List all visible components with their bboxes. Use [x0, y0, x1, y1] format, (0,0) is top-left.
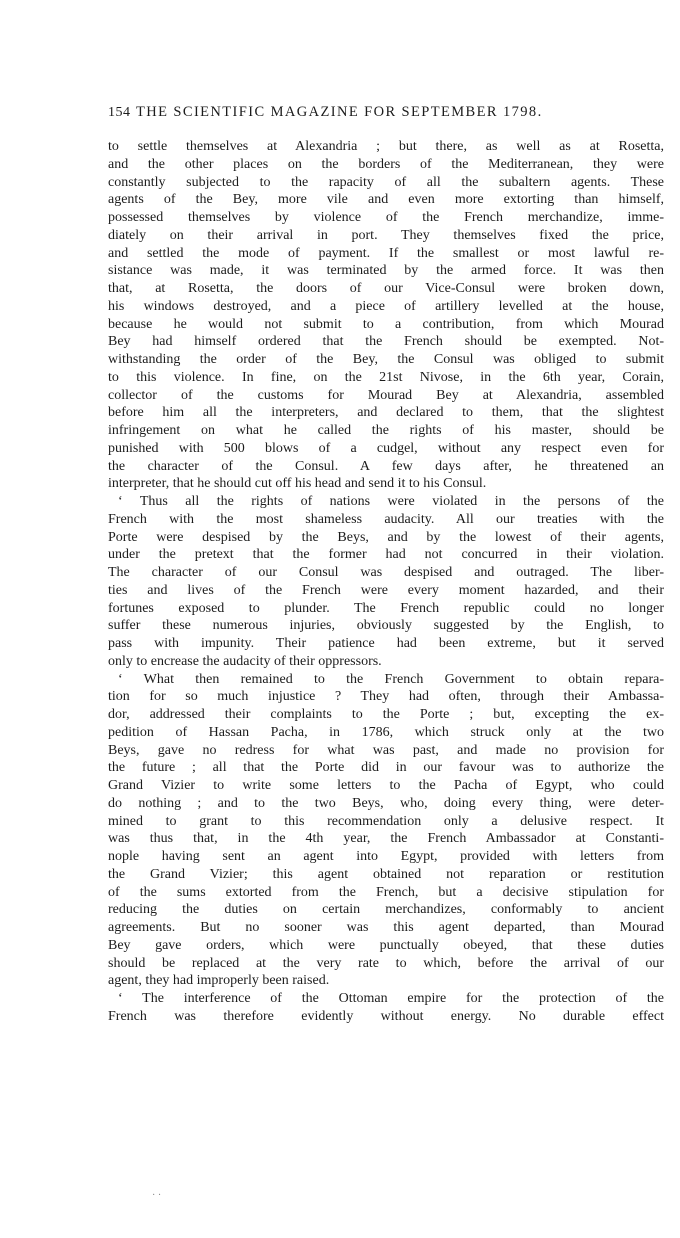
text-line: to settle themselves at Alexandria ; but there, as well as at Rosetta,	[108, 139, 664, 154]
text-line: the character of the Consul. A few days after, he threatened an	[108, 458, 664, 474]
page-header	[108, 104, 664, 126]
text-line: fortunes exposed to plunder. The French republic could no longer	[108, 600, 664, 616]
text-line: Beys, gave no redress for what was past, and made no provision for	[108, 742, 664, 758]
body-text	[108, 138, 664, 1026]
text-line: ‘ The interference of the Ottoman empire for the protection of the	[118, 991, 664, 1006]
text-line: and the other places on the borders of the Mediterranean, they were	[108, 156, 664, 172]
text-line: reducing the duties on certain merchandizes, conformably to ancient	[108, 902, 664, 918]
text-line: of the sums extorted from the French, but a decisive stipulation for	[108, 884, 664, 900]
page-number: 154	[108, 105, 131, 120]
text-line: suffer these numerous injuries, obviously suggested by the English, to	[108, 618, 664, 634]
text-line: Bey had himself ordered that the French should be exempted. Not-	[108, 334, 664, 350]
text-line: interpreter, that he should cut off his head and send it to his Consul.	[108, 476, 487, 492]
text-line: the future ; all that the Porte did in our favour was to authorize the	[108, 760, 664, 776]
text-line: only to encrease the audacity of their oppressors.	[108, 653, 382, 669]
text-line: Bey gave orders, which were punctually obeyed, that these duties	[108, 937, 664, 953]
text-line: was thus that, in the 4th year, the French Ambassador at Constanti-	[108, 831, 664, 847]
text-line: pedition of Hassan Pacha, in 1786, which struck only at the two	[108, 724, 664, 740]
text-line: withstanding the order of the Bey, the Consul was obliged to submit	[108, 352, 664, 367]
text-line: agents of the Bey, more vile and even more extorting than himself,	[108, 192, 664, 208]
text-line: under the pretext that the former had not concurred in their violation.	[108, 547, 664, 563]
text-line: French was therefore evidently without energy. No durable effect	[108, 1008, 664, 1024]
text-line: mined to grant to this recommendation only a delusive respect. It	[108, 813, 664, 829]
text-line: ‘ What then remained to the French Government to obtain repara-	[118, 671, 664, 687]
text-line: constantly subjected to the rapacity of all the subaltern agents. These	[108, 174, 664, 190]
text-line: do nothing ; and to the two Beys, who, doing every thing, were deter-	[108, 795, 664, 811]
text-line: should be replaced at the very rate to which, before the arrival of our	[108, 955, 664, 971]
text-line: before him all the interpreters, and declared to them, that the slightest	[108, 405, 664, 421]
text-line: diately on their arrival in port. They themselves fixed the price,	[108, 227, 664, 243]
print-speck: · ·	[152, 1190, 162, 1201]
text-line: agent, they had improperly been raised.	[108, 973, 330, 989]
text-line: The character of our Consul was despised and outraged. The liber-	[108, 565, 664, 580]
text-line: ties and lives of the French were every moment hazarded, and their	[108, 582, 664, 598]
text-line: Grand Vizier to write some letters to the Pacha of Egypt, who could	[108, 778, 664, 793]
text-line: infringement on what he called the rights of his master, should be	[108, 423, 664, 438]
text-line: agreements. But no sooner was this agent departed, than Mourad	[108, 920, 664, 935]
text-line: Porte were despised by the Beys, and by the lowest of their agents,	[108, 529, 664, 545]
document-page	[108, 104, 664, 1026]
text-line: ‘ Thus all the rights of nations were violated in the persons of the	[118, 494, 664, 509]
text-line: dor, addressed their complaints to the Porte ; but, excepting the ex-	[108, 707, 664, 722]
text-line: punished with 500 blows of a cudgel, without any respect even for	[108, 440, 664, 456]
text-line: tion for so much injustice ? They had often, through their Ambassa-	[108, 689, 664, 705]
text-line: the Grand Vizier; this agent obtained not reparation or restitution	[108, 866, 664, 882]
text-line: possessed themselves by violence of the French merchandize, imme-	[108, 210, 664, 225]
text-line: because he would not submit to a contribution, from which Mourad	[108, 316, 664, 332]
text-line: nople having sent an agent into Egypt, provided with letters from	[108, 849, 664, 864]
running-head: THE SCIENTIFIC MAGAZINE FOR SEPTEMBER 1798.	[136, 104, 543, 120]
text-line: and settled the mode of payment. If the smallest or most lawful re-	[108, 245, 664, 261]
text-line: French with the most shameless audacity. All our treaties with the	[108, 511, 664, 527]
text-line: collector of the customs for Mourad Bey at Alexandria, assembled	[108, 387, 664, 403]
text-line: sistance was made, it was terminated by the armed force. It was then	[108, 263, 664, 279]
text-line: that, at Rosetta, the doors of our Vice-Consul were broken down,	[108, 281, 664, 296]
text-line: pass with impunity. Their patience had been extreme, but it served	[108, 636, 664, 651]
text-line: to this violence. In fine, on the 21st Nivose, in the 6th year, Corain,	[108, 369, 664, 385]
text-line: his windows destroyed, and a piece of artillery levelled at the house,	[108, 298, 664, 314]
